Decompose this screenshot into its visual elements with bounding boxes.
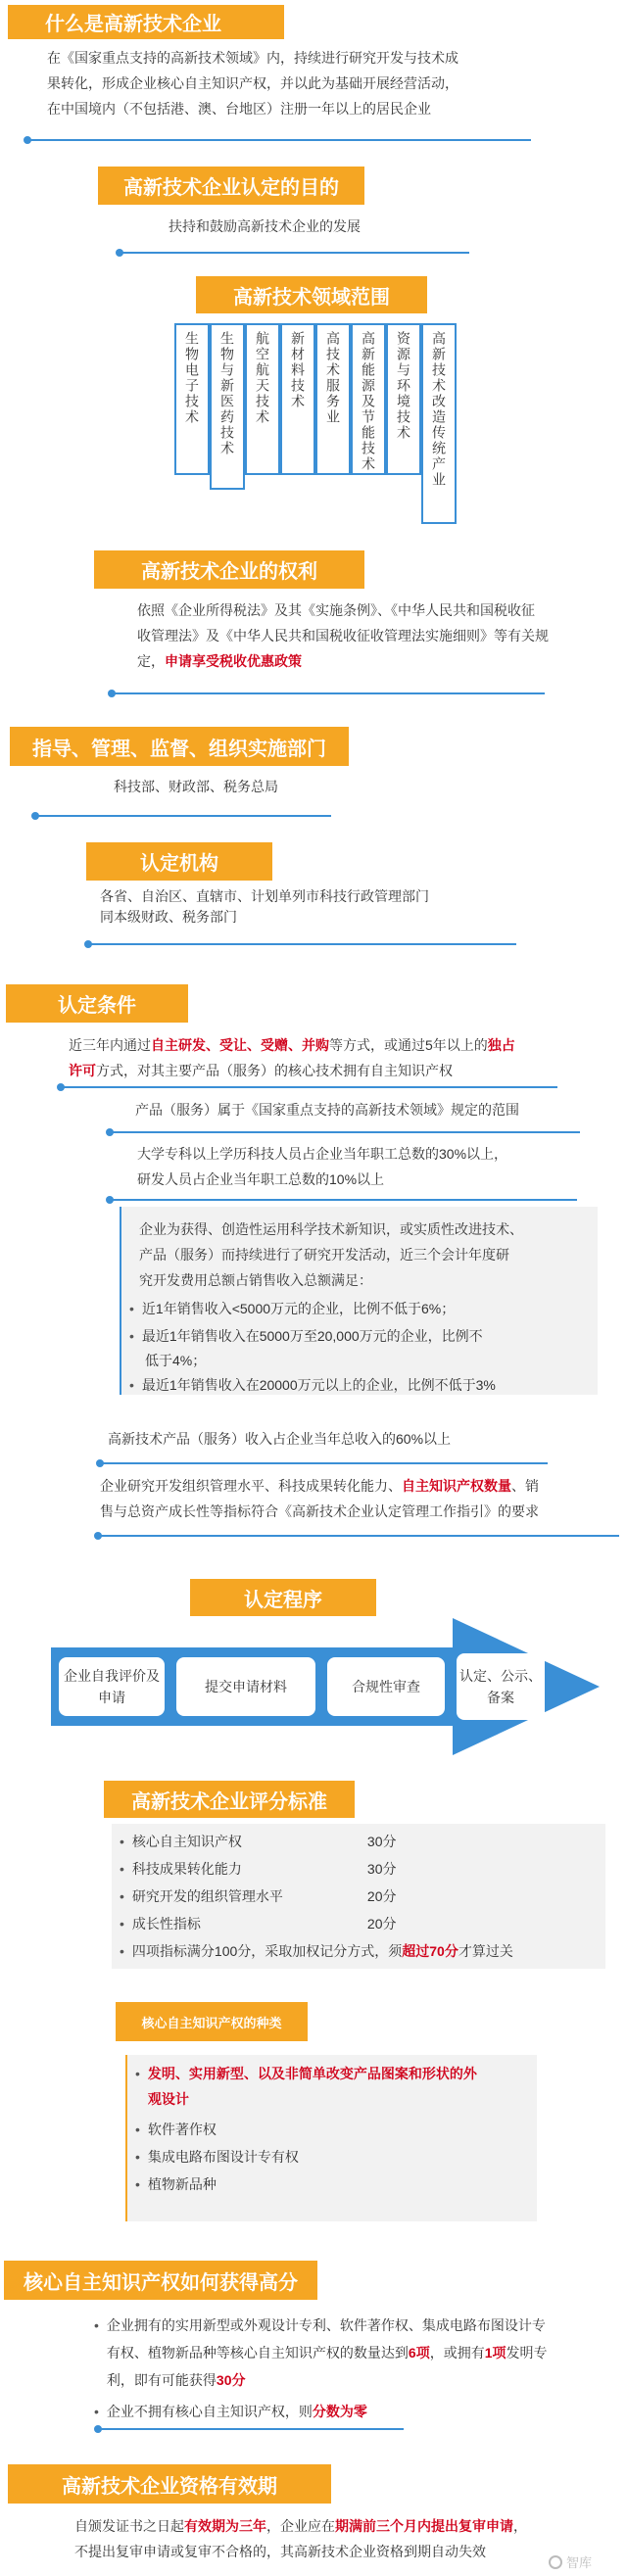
high-score-item: • 企业拥有的实用新型或外观设计专利、软件著作权、集成电路布图设计专 有权、植物新品种等核心自主知识产权的数量达到6项，或拥有1项发明专 利，即有可能获得30分 xyxy=(94,2312,619,2394)
field-column xyxy=(315,323,351,475)
section-title-high-score: 核心自主知识产权如何获得高分 xyxy=(4,2261,317,2300)
field-label: 资源与环境技术 xyxy=(396,331,411,441)
score-row: • 成长性指标 20分 xyxy=(120,1910,600,1937)
rd-ratio-item: • 最近1年销售收入在5000万至20,000万元的企业，比例不 xyxy=(129,1322,590,1350)
divider-line xyxy=(100,1535,619,1537)
condition-1: 近三年内通过自主研发、受让、受赠、并购等方式，或通过5年以上的独占 许可方式，对其主要产品（服务）的核心技术拥有自主知识产权 xyxy=(69,1037,515,1078)
rd-ratio-item: • 最近1年销售收入在20000万元以上的企业，比例不低于3% xyxy=(129,1371,590,1399)
field-column xyxy=(210,323,245,490)
procedure-step: 企业自我评价及申请 xyxy=(59,1657,165,1716)
score-row: • 核心自主知识产权 30分 xyxy=(120,1828,600,1855)
rd-ratio-item: • 近1年销售收入<5000万元的企业，比例不低于6%； xyxy=(129,1295,590,1322)
section-title-procedure: 认定程序 xyxy=(190,1579,376,1616)
divider-line xyxy=(112,1199,577,1201)
field-label: 高新能源及节能技术 xyxy=(361,331,376,472)
procedure-step: 提交申请材料 xyxy=(176,1657,315,1716)
field-label: 生物电子技术 xyxy=(184,331,200,425)
condition-6: 企业研究开发组织管理水平、科技成果转化能力、自主知识产权数量、销 售与总资产成长性等指标符合《高新技术企业认定管理工作指引》的要求 xyxy=(100,1478,539,1519)
field-column xyxy=(351,323,386,475)
condition-5: 高新技术产品（服务）收入占企业当年总收入的60%以上 xyxy=(108,1431,452,1447)
ip-type-item: • 集成电路布图设计专有权 xyxy=(135,2143,527,2171)
condition-3: 大学专科以上学历科技人员占企业当年职工总数的30%以上， 研发人员占企业当年职工总数的10%以上 xyxy=(137,1146,508,1187)
fields-columns xyxy=(174,323,458,539)
score-row: • 科技成果转化能力 30分 xyxy=(120,1855,600,1883)
ip-type-item: • 植物新品种 xyxy=(135,2171,527,2198)
field-label: 高新技术改造传统产业 xyxy=(431,331,447,488)
section-title-fields: 高新技术领域范围 xyxy=(196,276,427,313)
divider-line xyxy=(112,1131,580,1133)
field-column xyxy=(421,323,457,524)
what-is-body: 在《国家重点支持的高新技术领域》内，持续进行研究开发与技术成 果转化，形成企业核心自主知识产权，并以此为基础开展经营活动， 在中国境内（不包括港、澳、台地区）注册一年以上的居民企业 xyxy=(47,50,458,117)
rights-body: 依照《企业所得税法》及其《实施条例》、《中华人民共和国税收征 收管理法》及《中华人民共和国税收征收管理法实施细则》等有关规 定，申请享受税收优惠政策 xyxy=(137,602,549,669)
validity-body: 自颁发证书之日起有效期为三年，企业应在期满前三个月内提出复审申请， 不提出复审申请或复审不合格的，其高新技术企业资格到期自动失效 xyxy=(74,2518,527,2559)
ip-type-item: • 软件著作权 xyxy=(135,2116,527,2143)
field-label: 新材料技术 xyxy=(290,331,306,409)
field-column xyxy=(174,323,210,475)
divider-line xyxy=(114,692,545,694)
divider-line xyxy=(121,252,469,254)
divider-line xyxy=(63,1086,557,1088)
field-column xyxy=(245,323,280,475)
section-title-authority: 认定机构 xyxy=(86,842,272,881)
section-title-departments: 指导、管理、监督、组织实施部门 xyxy=(10,727,349,766)
divider-line xyxy=(90,943,516,945)
tax-benefit-highlight: 申请享受税收优惠政策 xyxy=(165,653,302,669)
section-title-scoring: 高新技术企业评分标准 xyxy=(104,1781,355,1818)
condition-2: 产品（服务）属于《国家重点支持的高新技术领域》规定的范围 xyxy=(135,1102,519,1118)
field-label: 生物与新医药技术 xyxy=(219,331,235,456)
procedure-step: 合规性审查 xyxy=(327,1657,445,1716)
condition-4-box: 企业为获得、创造性运用科学技术新知识，或实质性改进技术、 产品（服务）而持续进行了研究开发活动，近三个会计年度研 究开发费用总额占销售收入总额满足： • 近1年销售收入<5000万元的企业，比例不低于6%； • 最近1年销售收入在5000万至20,000万元的企业，比例不 低于4%； • 最近1年销售收入在20000万元以上的企业，比例不低于3% xyxy=(120,1207,598,1395)
section-title-purpose: 高新技术企业认定的目的 xyxy=(98,167,364,205)
divider-line xyxy=(29,139,531,141)
field-column xyxy=(386,323,421,475)
scoring-box xyxy=(112,1824,605,1969)
ip-types-box xyxy=(125,2055,537,2221)
section-title-what-is: 什么是高新技术企业 xyxy=(8,5,284,39)
high-score-body xyxy=(94,2312,619,2425)
divider-line xyxy=(100,2428,404,2430)
high-score-item: • 企业不拥有核心自主知识产权，则分数为零 xyxy=(94,2398,619,2425)
divider-line xyxy=(102,1462,548,1464)
ip-type-item: • 发明、实用新型、以及非简单改变产品图案和形状的外 观设计 xyxy=(135,2061,527,2112)
departments-body: 科技部、财政部、税务总局 xyxy=(114,779,278,794)
score-total: • 四项指标满分100分，采取加权记分方式，须超过70分才算过关 xyxy=(120,1937,600,1965)
section-title-conditions: 认定条件 xyxy=(6,984,188,1023)
watermark-icon xyxy=(549,2555,562,2569)
field-label: 高技术服务业 xyxy=(325,331,341,425)
field-label: 航空航天技术 xyxy=(255,331,270,425)
procedure-step: 认定、公示、备案 xyxy=(457,1653,545,1720)
score-row: • 研究开发的组织管理水平 20分 xyxy=(120,1883,600,1910)
watermark: 智库 xyxy=(549,2552,592,2571)
field-column xyxy=(280,323,315,475)
section-title-rights: 高新技术企业的权利 xyxy=(94,550,364,589)
divider-line xyxy=(37,815,331,817)
section-title-validity: 高新技术企业资格有效期 xyxy=(8,2464,331,2504)
purpose-body: 扶持和鼓励高新技术企业的发展 xyxy=(169,218,361,234)
authority-body: 各省、自治区、直辖市、计划单列市科技行政管理部门 同本级财政、税务部门 xyxy=(100,888,429,925)
section-title-ip-types: 核心自主知识产权的种类 xyxy=(116,2002,308,2041)
